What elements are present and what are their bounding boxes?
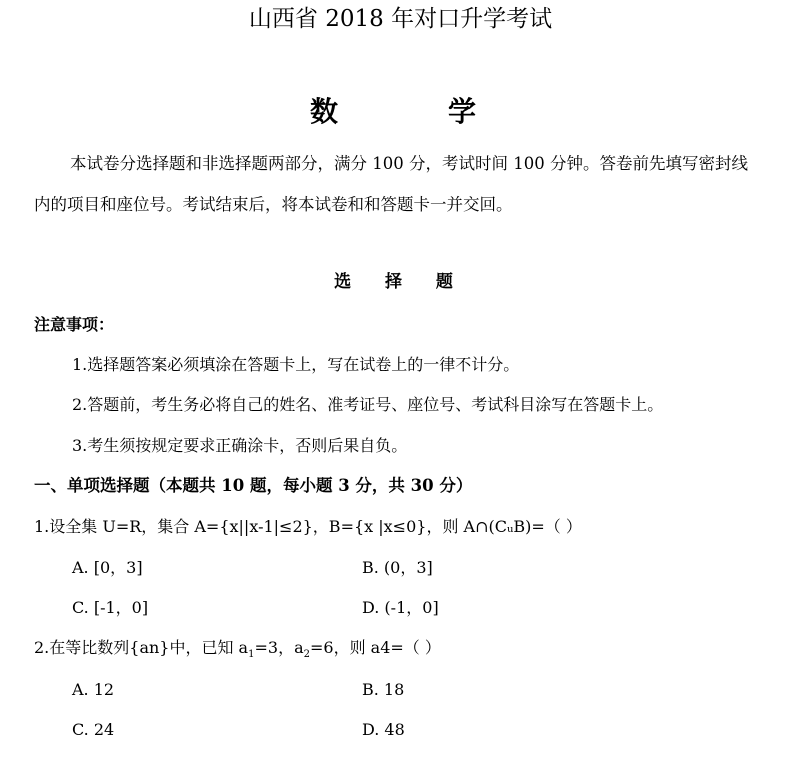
subject-title-part2: 学 (448, 95, 477, 128)
section-title: 选 择 题 (334, 272, 467, 292)
question-1-option-a: A. [0，3] (72, 558, 143, 577)
notice-item-1: 1.选择题答案必须填涂在答题卡上，写在试卷上的一律不计分。 (72, 355, 520, 374)
notice-item-3: 3.考生须按规定要求正确涂卡，否则后果自负。 (72, 436, 408, 455)
question-2-option-b: B. 18 (362, 680, 405, 699)
question-1-option-d: D. (-1，0] (362, 598, 439, 617)
notice-heading: 注意事项： (34, 315, 115, 334)
part-one-heading: 一、单项选择题（本题共 10 题，每小题 3 分，共 30 分） (34, 476, 473, 495)
question-2-option-c: C. 24 (72, 720, 115, 739)
subject-title (310, 95, 477, 128)
question-2-option-d: D. 48 (362, 720, 405, 739)
question-2-option-a: A. 12 (72, 680, 115, 699)
question-1-stem: 1.设全集 U=R，集合 A={x||x-1|≤2}，B={x |x≤0}，则 A∩(CᵤB)=（ ） (34, 517, 582, 536)
subject-title-part1: 数 (310, 95, 339, 128)
intro-paragraph: 本试卷分选择题和非选择题两部分，满分 100 分，考试时间 100 分钟。答卷前先填写密封线内的项目和座位号。考试结束后，将本试卷和和答题卡一并交回。 (34, 154, 748, 214)
question-2-stem: 2.在等比数列{an}中，已知 $a_1=3$，$a_2=6$，则 a4=（ ） (34, 638, 441, 661)
exam-header-title: 山西省 2018 年对口升学考试 (248, 6, 553, 32)
question-1-option-c: C. [-1，0] (72, 598, 149, 617)
question-1-option-b: B. (0，3] (362, 558, 433, 577)
notice-item-2: 2.答题前，考生务必将自己的姓名、准考证号、座位号、考试科目涂写在答题卡上。 (72, 395, 664, 414)
